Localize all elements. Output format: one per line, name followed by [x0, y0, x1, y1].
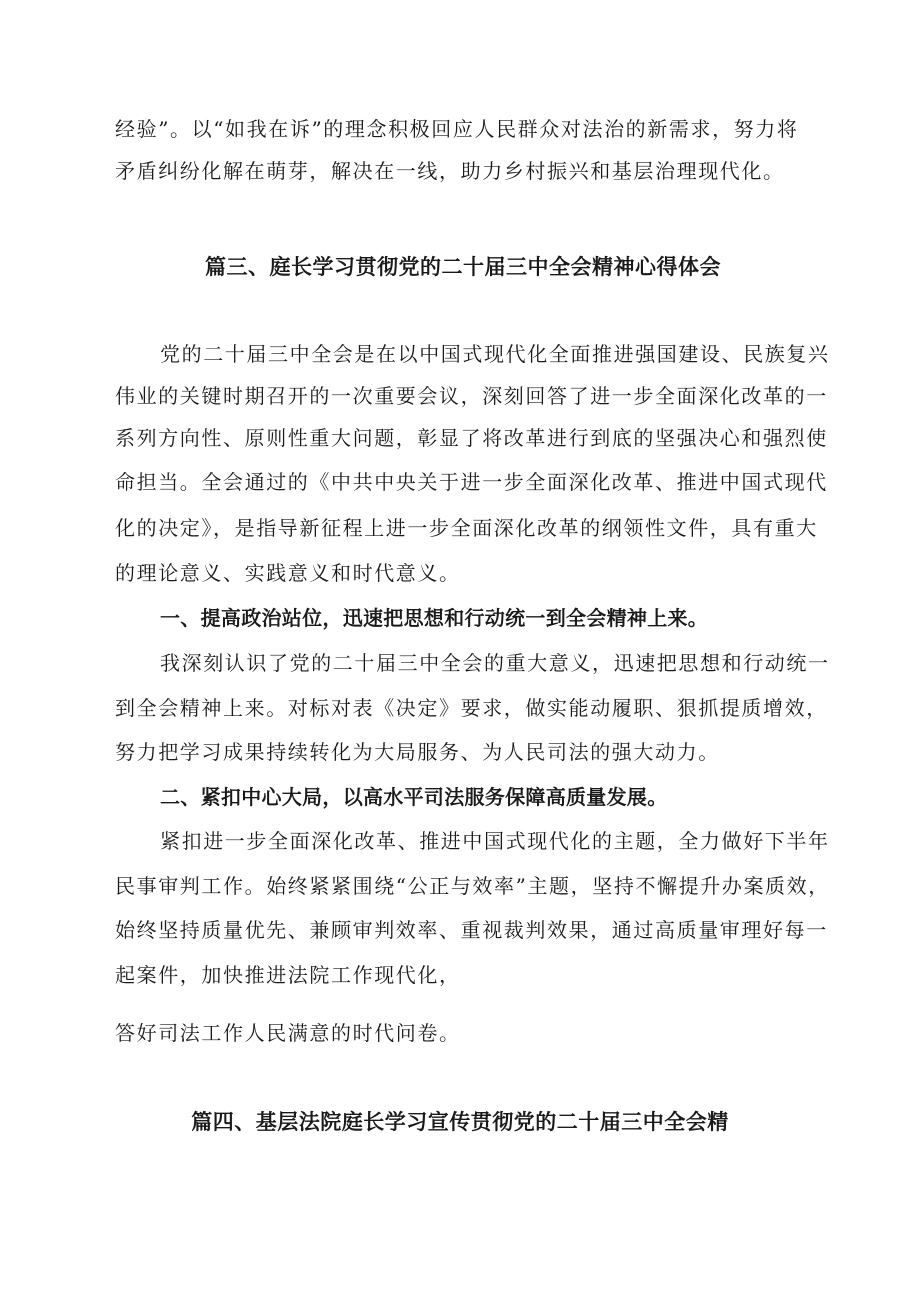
intro-line-2: 矛盾纠纷化解在萌芽，解决在一线，助力乡村振兴和基层治理现代化。	[115, 159, 785, 183]
point-one-line-1: 我深刻认识了党的二十届三中全会的重大意义，迅速把思想和行动统一	[160, 651, 830, 675]
point-one-heading: 一、提高政治站位，迅速把思想和行动统一到全会精神上来。	[160, 606, 709, 630]
point-two-line-3: 始终坚持质量优先、兼顾审判效率、重视裁判效果，通过高质量审理好每一	[115, 918, 828, 942]
point-two-trailing-line: 答好司法工作人民满意的时代问卷。	[115, 1021, 461, 1045]
opening-line-4: 命担当。全会通过的《中共中央关于进一步全面深化改革、推进中国式现代	[115, 470, 828, 494]
opening-line-2: 伟业的关键时期召开的一次重要会议，深刻回答了进一步全面深化改革的一	[115, 384, 828, 408]
opening-line-6: 的理论意义、实践意义和时代意义。	[115, 561, 461, 585]
point-two-heading: 二、紧扣中心大局，以高水平司法服务保障高质量发展。	[160, 785, 668, 809]
opening-line-5: 化的决定》，是指导新征程上进一步全面深化改革的纲领性文件，具有重大	[115, 516, 818, 540]
point-two-line-2: 民事审判工作。始终紧紧围绕“公正与效率”主题，坚持不懈提升办案质效，	[115, 874, 830, 898]
point-one-line-2: 到全会精神上来。对标对表《决定》要求，做实能动履职、狠抓提质增效，	[115, 696, 828, 720]
point-two-line-1: 紧扣进一步全面深化改革、推进中国式现代化的主题，全力做好下半年	[160, 829, 830, 853]
opening-line-1: 党的二十届三中全会是在以中国式现代化全面推进强国建设、民族复兴	[160, 342, 830, 366]
point-one-line-3: 努力把学习成果持续转化为大局服务、为人民司法的强大动力。	[115, 740, 720, 764]
opening-line-3: 系列方向性、原则性重大问题，彰显了将改革进行到底的坚强决心和强烈使	[115, 426, 828, 450]
section-four-title: 篇四、基层法院庭长学习宣传贯彻党的二十届三中全会精	[191, 1110, 729, 1134]
section-three-title: 篇三、庭长学习贯彻党的二十届三中全会精神心得体会	[205, 255, 721, 279]
intro-line-1: 经验”。以“如我在诉”的理念积极回应人民群众对法治的新需求，努力将	[115, 117, 799, 141]
point-two-line-4: 起案件，加快推进法院工作现代化，	[115, 963, 461, 987]
